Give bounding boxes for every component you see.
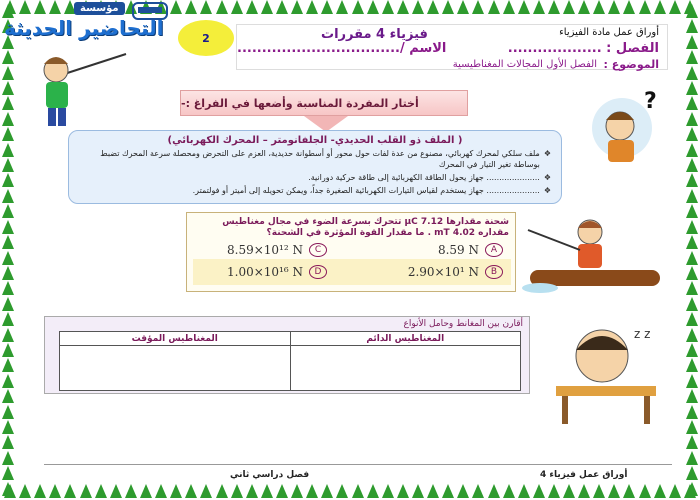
tree-icon [2, 281, 14, 295]
tree-icon [686, 189, 698, 203]
tree-icon [125, 484, 137, 498]
comparison-box [44, 316, 530, 394]
tree-icon [686, 358, 698, 372]
tree-icon [2, 158, 14, 172]
tree-icon [2, 405, 14, 419]
option-value: 8.59×10¹² N [227, 243, 303, 257]
tree-icon [2, 374, 14, 388]
tree-icon [686, 328, 698, 342]
bullet-diamond-icon: ❖ [543, 149, 551, 158]
tree-icon [503, 0, 515, 14]
tree-icon [503, 484, 515, 498]
answer-options [187, 239, 517, 291]
course-title: فيزياء 4 مقررات [321, 27, 428, 42]
tree-icon [2, 312, 14, 326]
tree-icon [533, 484, 545, 498]
permanent-magnet-column[interactable] [290, 332, 521, 390]
tree-icon [367, 0, 379, 14]
tree-icon [291, 484, 303, 498]
tree-icon [2, 220, 14, 234]
comparison-table [59, 331, 521, 391]
option-a[interactable] [383, 243, 503, 257]
tree-icon [686, 158, 698, 172]
tree-icon [686, 235, 698, 249]
tree-icon [686, 96, 698, 110]
tree-icon [2, 482, 14, 496]
logo-top-text: مؤسسة [74, 2, 125, 15]
tree-icon [548, 484, 560, 498]
fill-item-text: ..................... جهاز يستخدم لقياس التيارات الكهربائية الصغيرة جداً، ويمكن تحويله إلى أميتر أو فولتمتر. [192, 186, 540, 195]
bullet-diamond-icon: ❖ [543, 173, 551, 182]
tree-icon [367, 484, 379, 498]
tree-icon [2, 435, 14, 449]
tree-icon [397, 484, 409, 498]
tree-icon [246, 484, 258, 498]
tree-icon [2, 235, 14, 249]
option-letter: D [309, 265, 327, 279]
svg-text:z z: z z [634, 327, 651, 341]
tree-icon [200, 0, 212, 14]
tree-icon [427, 484, 439, 498]
tree-icon [2, 266, 14, 280]
tree-icon [686, 420, 698, 434]
footer-title: أوراق عمل فيزياء 4 [540, 470, 628, 480]
tree-icon [686, 66, 698, 80]
column-header: المغناطيس المؤقت [60, 332, 290, 346]
tree-icon [686, 173, 698, 187]
word-bank: ( الملف ذو القلب الحديدي- الجلفانومتر – المحرك الكهربائي) [167, 135, 463, 146]
tree-icon [686, 343, 698, 357]
option-letter: C [309, 243, 327, 257]
tree-icon [382, 0, 394, 14]
tree-icon [321, 0, 333, 14]
tree-icon [291, 0, 303, 14]
comparison-title: أقارن بين المغانط وحامل الأنواع [403, 319, 523, 329]
tree-icon [686, 127, 698, 141]
tree-icon [2, 173, 14, 187]
tree-icon [2, 328, 14, 342]
tree-icon [2, 343, 14, 357]
svg-text:?: ? [644, 90, 657, 114]
tree-icon [686, 435, 698, 449]
tree-icon [336, 0, 348, 14]
tree-border-left [0, 0, 16, 500]
column-header: المغناطيس الدائم [291, 332, 521, 346]
tree-icon [608, 484, 620, 498]
tree-icon [2, 96, 14, 110]
tree-icon [563, 0, 575, 14]
question-text: شحنة مقدارها 7.12 μC تتحرك بسرعة الضوء في مجال مغناطيس مقداره 4.02 mT . ما مقدار القوة المؤثرة في الشحنة؟ [222, 217, 509, 238]
topic-value: الفصل الأول المجالات المغناطيسية [452, 59, 597, 70]
bullet-diamond-icon: ❖ [543, 186, 551, 195]
tree-icon [686, 405, 698, 419]
tree-icon [608, 0, 620, 14]
tree-icon [261, 0, 273, 14]
tree-icon [686, 4, 698, 18]
tree-icon [2, 358, 14, 372]
tree-icon [412, 0, 424, 14]
option-b[interactable] [383, 265, 503, 279]
tree-icon [306, 484, 318, 498]
tree-icon [686, 251, 698, 265]
tree-icon [686, 482, 698, 496]
logo-main-text: التحاضير الحديثة [4, 16, 164, 40]
fill-item [79, 148, 551, 170]
temporary-magnet-column[interactable] [60, 332, 290, 390]
tree-icon [412, 484, 424, 498]
semester-label: فصل دراسي ثاني [230, 470, 310, 480]
tree-icon [654, 0, 666, 14]
tree-icon [669, 484, 681, 498]
sleeping-student-illustration [536, 316, 672, 428]
tree-icon [2, 189, 14, 203]
tree-icon [686, 81, 698, 95]
tree-icon [623, 0, 635, 14]
tree-icon [2, 420, 14, 434]
tree-icon [352, 0, 364, 14]
tree-icon [686, 281, 698, 295]
tree-icon [246, 0, 258, 14]
tree-icon [2, 143, 14, 157]
fill-item-text: ملف سلكي لمحرك كهربائي، مصنوع من عدة لفات حول محور أو أسطوانة حديدية، العزم على التحرض ومحصلة سرعة المحرك تضبط بوساطة تغير التيار في المحرك [100, 149, 540, 169]
tree-icon [427, 0, 439, 14]
instruction-banner: أختار المفردة المناسبة وأضعها في الفراغ :- [180, 90, 468, 116]
worksheet-number-badge: 2 [178, 20, 234, 56]
tree-icon [2, 112, 14, 126]
footer-divider [44, 464, 672, 465]
tree-icon [2, 451, 14, 465]
tree-icon [276, 484, 288, 498]
tree-icon [2, 66, 14, 80]
tree-icon [231, 484, 243, 498]
option-d[interactable] [207, 265, 327, 279]
tree-icon [110, 484, 122, 498]
tree-icon [2, 297, 14, 311]
tree-icon [140, 484, 152, 498]
tree-icon [2, 50, 14, 64]
tree-icon [488, 0, 500, 14]
multiple-choice-question [186, 212, 516, 292]
tree-icon [686, 297, 698, 311]
tree-icon [306, 0, 318, 14]
tree-icon [686, 389, 698, 403]
tree-icon [686, 50, 698, 64]
tree-icon [2, 466, 14, 480]
tree-icon [686, 143, 698, 157]
class-field[interactable]: الفصل : ................... [507, 41, 659, 56]
tree-icon [578, 484, 590, 498]
tree-icon [276, 0, 288, 14]
tree-icon [686, 374, 698, 388]
tree-icon [64, 484, 76, 498]
tree-border-bottom [0, 484, 700, 500]
thinking-man-illustration [586, 90, 676, 170]
tree-icon [686, 112, 698, 126]
tree-icon [623, 484, 635, 498]
tree-icon [442, 0, 454, 14]
tree-icon [442, 484, 454, 498]
tree-icon [686, 466, 698, 480]
tree-icon [352, 484, 364, 498]
tree-icon [2, 127, 14, 141]
tree-icon [321, 484, 333, 498]
option-letter: A [485, 243, 503, 257]
tree-icon [518, 484, 530, 498]
tree-icon [2, 204, 14, 218]
tree-icon [472, 484, 484, 498]
tree-icon [216, 484, 228, 498]
tree-icon [170, 0, 182, 14]
tree-icon [488, 484, 500, 498]
tree-icon [593, 484, 605, 498]
tree-icon [336, 484, 348, 498]
tree-icon [2, 389, 14, 403]
tree-icon [80, 484, 92, 498]
tree-icon [261, 484, 273, 498]
boy-pointing-illustration [18, 40, 128, 130]
tree-icon [686, 204, 698, 218]
tree-icon [686, 220, 698, 234]
option-value: 8.59 N [437, 243, 479, 257]
tree-icon [686, 35, 698, 49]
tree-icon [231, 0, 243, 14]
tree-icon [34, 484, 46, 498]
tree-icon [397, 0, 409, 14]
tree-icon [578, 0, 590, 14]
fill-item [79, 185, 551, 196]
tree-icon [382, 484, 394, 498]
tree-icon [2, 81, 14, 95]
tree-icon [472, 0, 484, 14]
tree-icon [639, 0, 651, 14]
tree-icon [216, 0, 228, 14]
option-c[interactable] [207, 243, 327, 257]
tree-icon [95, 484, 107, 498]
tree-icon [2, 251, 14, 265]
tree-icon [185, 0, 197, 14]
fill-item-text: ..................... جهاز يحول الطاقة الكهربائية إلى طاقة حركية دورانية. [308, 173, 540, 182]
worksheet-header [236, 24, 668, 70]
tree-icon [548, 0, 560, 14]
tree-icon [686, 19, 698, 33]
tree-icon [533, 0, 545, 14]
fill-in-blank-box [68, 130, 562, 204]
subject-title: أوراق عمل مادة الفيزياء [559, 27, 659, 38]
tree-icon [457, 0, 469, 14]
tree-icon [593, 0, 605, 14]
tree-icon [19, 484, 31, 498]
tree-icon [686, 312, 698, 326]
tree-icon [49, 484, 61, 498]
tree-icon [563, 484, 575, 498]
tree-border-right [684, 0, 700, 500]
tree-icon [686, 451, 698, 465]
option-letter: B [485, 265, 503, 279]
tree-icon [155, 484, 167, 498]
tree-icon [639, 484, 651, 498]
option-value: 1.00×10¹⁶ N [227, 265, 303, 279]
option-value: 2.90×10¹ N [407, 265, 479, 279]
tree-icon [669, 0, 681, 14]
tree-icon [200, 484, 212, 498]
tree-icon [686, 266, 698, 280]
topic-label: الموضوع : [603, 58, 659, 71]
tree-icon [185, 484, 197, 498]
tree-icon [170, 484, 182, 498]
tree-icon [518, 0, 530, 14]
fill-item [79, 172, 551, 183]
boy-on-raft-illustration [520, 210, 672, 296]
tree-icon [457, 484, 469, 498]
name-field[interactable]: الاسم /................................. [237, 41, 447, 56]
tree-icon [654, 484, 666, 498]
